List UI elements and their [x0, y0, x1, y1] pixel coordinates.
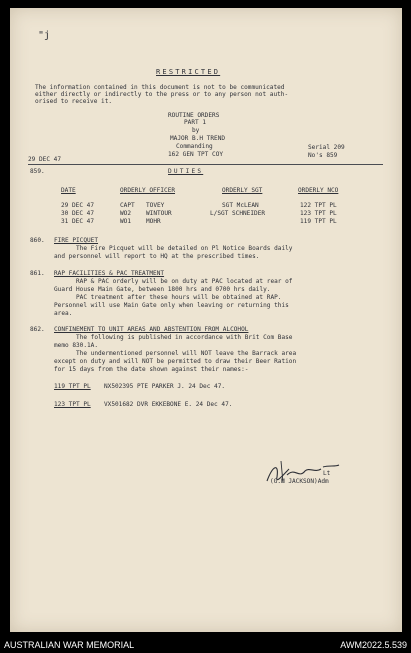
- section-861-number: 861.: [30, 270, 45, 277]
- handwritten-signature: [265, 455, 345, 495]
- duty-row-1-nco: 122 TPT PL: [300, 202, 337, 209]
- archive-footer: [0, 637, 411, 653]
- signature-rank: Lt: [323, 470, 331, 477]
- entry-1-details: NX502395 PTE PARKER J. 24 Dec 47.: [104, 383, 226, 390]
- section-862-line-2: memo 830.1A.: [54, 342, 99, 349]
- section-861-line-5: area.: [54, 310, 73, 317]
- duty-row-2-officer: WINTOUR: [146, 210, 172, 217]
- orders-by: by: [192, 127, 200, 134]
- duty-row-3-nco: 119 TPT PL: [300, 218, 337, 225]
- section-862-line-5: for 15 days from the date shown against their names:-: [54, 366, 249, 373]
- duty-row-2-rank: WO2: [120, 210, 132, 217]
- duty-row-3-date: 31 DEC 47: [61, 218, 95, 225]
- section-862-title: CONFINEMENT TO UNIT AREAS AND ABSTENTION FROM ALCOHOL: [54, 326, 249, 333]
- section-862-line-1: The following is published in accordance with Brit Com Base: [76, 334, 293, 341]
- orders-commander: MAJOR B.H TREND: [170, 135, 226, 142]
- signature-name: (G.M JACKSON)Adm: [270, 478, 329, 485]
- header-nco: ORDERLY NCO: [298, 187, 339, 194]
- orders-title: ROUTINE ORDERS: [168, 112, 220, 119]
- duty-row-1-rank: CAPT: [120, 202, 135, 209]
- duty-row-1-sgt: SGT McLEAN: [222, 202, 259, 209]
- section-861-line-2: Guard House Main Gate, between 1800 hrs and 0700 hrs daily.: [54, 286, 271, 293]
- section-860-line-1: The Fire Picquet will be detailed on Pl Notice Boards daily: [76, 245, 293, 252]
- entry-1-unit: 119 TPT PL: [54, 383, 91, 390]
- duty-row-1-date: 29 DEC 47: [61, 202, 95, 209]
- header-sgt: ORDERLY SGT: [222, 187, 263, 194]
- orders-commanding: Commanding: [176, 143, 213, 150]
- section-861-line-4: Personnel will use Main Gate only when leaving or returning this: [54, 302, 289, 309]
- order-date: 29 DEC 47: [28, 156, 62, 163]
- duty-row-3-officer: MOHR: [146, 218, 161, 225]
- section-862-line-3: The undermentioned personnel will NOT leave the Barrack area: [76, 350, 297, 357]
- entry-2-details: VX501682 DVR EKKEBONE E. 24 Dec 47.: [104, 401, 233, 408]
- section-859-title: DUTIES: [168, 168, 204, 175]
- divider-rule: [28, 164, 383, 165]
- section-860-number: 860.: [30, 237, 45, 244]
- duty-row-1-officer: TOVEY: [146, 202, 165, 209]
- footer-institution: AUSTRALIAN WAR MEMORIAL: [4, 640, 135, 650]
- header-mark: "j: [38, 30, 51, 41]
- orders-part: PART 1: [184, 119, 207, 126]
- section-861-line-1: RAP & PAC orderly will be on duty at PAC located at rear of: [76, 278, 293, 285]
- header-officer: ORDERLY OFFICER: [120, 187, 176, 194]
- restricted-heading: RESTRICTED: [156, 68, 221, 76]
- header-date: DATE: [61, 187, 76, 194]
- notice-line-1: The information contained in this document is not to be communicated: [35, 84, 285, 91]
- serial-number: Serial 209: [308, 144, 345, 151]
- section-859-number: 859.: [30, 168, 45, 175]
- section-862-number: 862.: [30, 326, 45, 333]
- duty-row-3-rank: WO1: [120, 218, 132, 225]
- notice-line-2: either directly or indirectly to the press or to any person not auth-: [35, 91, 289, 98]
- section-861-line-3: PAC treatment after these hours will be obtained at RAP.: [76, 294, 282, 301]
- section-861-title: RAP FACILITIES & PAC TREATMENT: [54, 270, 165, 277]
- nos-number: No's 859: [308, 152, 338, 159]
- section-862-line-4: except on duty and will NOT be permitted to draw their Beer Ration: [54, 358, 297, 365]
- duty-row-2-date: 30 DEC 47: [61, 210, 95, 217]
- orders-unit: 162 GEN TPT COY: [168, 151, 224, 158]
- section-860-line-2: and personnel will report to HQ at the prescribed times.: [54, 253, 260, 260]
- duty-row-2-nco: 123 TPT PL: [300, 210, 337, 217]
- entry-2-unit: 123 TPT PL: [54, 401, 91, 408]
- notice-line-3: orised to receive it.: [35, 98, 113, 105]
- document-page: [10, 8, 402, 632]
- section-860-title: FIRE PICQUET: [54, 237, 99, 244]
- duty-row-2-sgt: L/SGT SCHNEIDER: [210, 210, 266, 217]
- footer-reference: AWM2022.5.539: [340, 640, 407, 650]
